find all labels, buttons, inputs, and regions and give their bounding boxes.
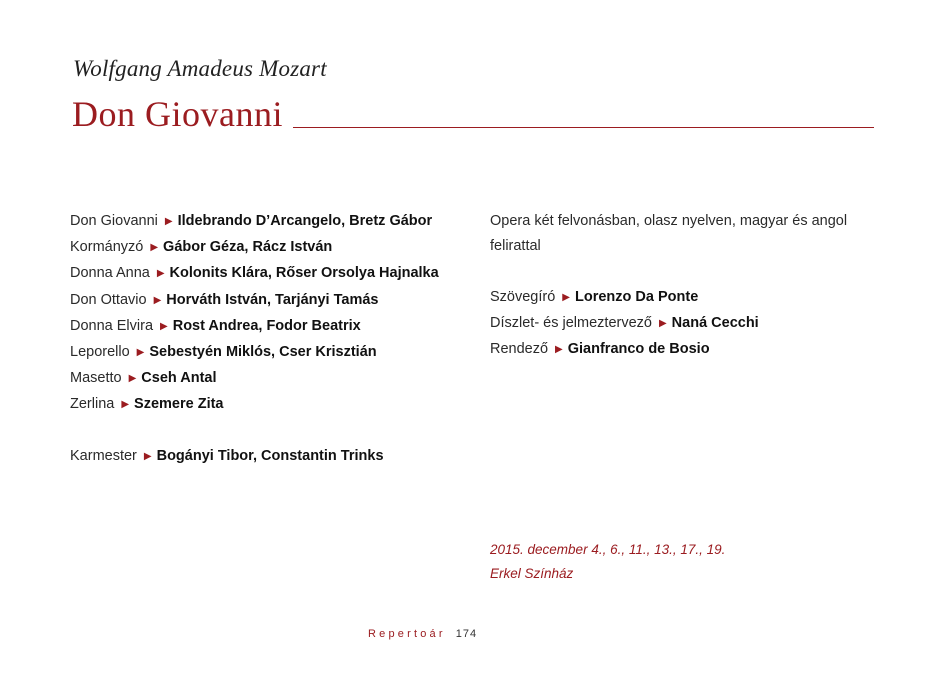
credit-role: Rendező (490, 341, 549, 357)
conductor-row (70, 444, 470, 470)
credit-row (490, 311, 870, 337)
cast-row (70, 314, 470, 340)
cast-performers: Cseh Antal (141, 370, 217, 387)
production-info (490, 209, 870, 363)
page-title: Don Giovanni (72, 94, 283, 134)
composer-name: Wolfgang Amadeus Mozart (73, 56, 327, 81)
performance-venue: Erkel Színház (490, 566, 574, 581)
cast-performers: Ildebrando D’Arcangelo, Bretz Gábor (177, 213, 433, 229)
cast-row (70, 392, 470, 418)
title-rule (293, 127, 874, 128)
cast-role: Don Ottavio (70, 291, 147, 308)
bullet-arrow-icon: ▶ (153, 294, 162, 306)
cast-row (70, 340, 470, 366)
title-row (72, 92, 874, 136)
cast-performers: Rost Andrea, Fodor Beatrix (172, 317, 361, 334)
credit-role: Díszlet- és jelmeztervező (490, 314, 652, 331)
bullet-arrow-icon: ▶ (164, 216, 173, 227)
bullet-arrow-icon: ▶ (150, 242, 159, 254)
opera-description: Opera két felvonásban, olasz nyelven, magyar és angol felirattal (490, 213, 848, 255)
cast-performers: Horváth István, Tarjányi Tamás (166, 291, 379, 308)
bullet-arrow-icon: ▶ (555, 344, 563, 355)
cast-row (70, 366, 470, 392)
credit-row (490, 285, 870, 311)
credit-name: Lorenzo Da Ponte (575, 288, 699, 305)
cast-role: Masetto (70, 370, 122, 387)
cast-performers: Sebestyén Miklós, Cser Krisztián (149, 344, 377, 361)
cast-role: Don Giovanni (70, 213, 158, 229)
credit-row (490, 337, 870, 363)
cast-performers: Gábor Géza, Rácz István (163, 239, 333, 256)
bullet-arrow-icon: ▶ (136, 347, 145, 359)
cast-role: Donna Elvira (70, 317, 154, 334)
spacer (490, 259, 870, 284)
cast-performers: Kolonits Klára, Rőser Orsolya Hajnalka (169, 265, 439, 282)
cast-role: Donna Anna (70, 265, 150, 282)
cast-role: Leporello (70, 344, 130, 361)
footer-section: Repertoár (368, 628, 446, 640)
cast-row (70, 235, 470, 261)
spacer (70, 419, 470, 444)
cast-role: Zerlina (70, 396, 115, 413)
credit-role: Szövegíró (490, 288, 556, 305)
conductor-performers: Bogányi Tibor, Constantin Trinks (156, 447, 384, 464)
performance-dates: 2015. december 4., 6., 11., 13., 17., 19. (490, 542, 726, 557)
cast-performers: Szemere Zita (134, 396, 224, 413)
conductor-role: Karmester (70, 447, 137, 464)
bullet-arrow-icon: ▶ (128, 373, 137, 385)
performance-info (490, 538, 725, 586)
cast-row (70, 288, 470, 314)
credit-name: Naná Cecchi (671, 314, 759, 331)
bullet-arrow-icon: ▶ (143, 450, 152, 462)
cast-role: Kormányzó (70, 239, 144, 256)
cast-row (70, 261, 470, 287)
bullet-arrow-icon: ▶ (156, 268, 165, 280)
page-footer (368, 628, 477, 640)
bullet-arrow-icon: ▶ (658, 317, 667, 329)
bullet-arrow-icon: ▶ (160, 320, 168, 332)
cast-list (70, 209, 470, 470)
bullet-arrow-icon: ▶ (562, 291, 570, 303)
cast-row (70, 209, 470, 235)
bullet-arrow-icon: ▶ (121, 399, 130, 411)
credit-name: Gianfranco de Bosio (567, 341, 710, 357)
page-number: 174 (455, 628, 478, 640)
